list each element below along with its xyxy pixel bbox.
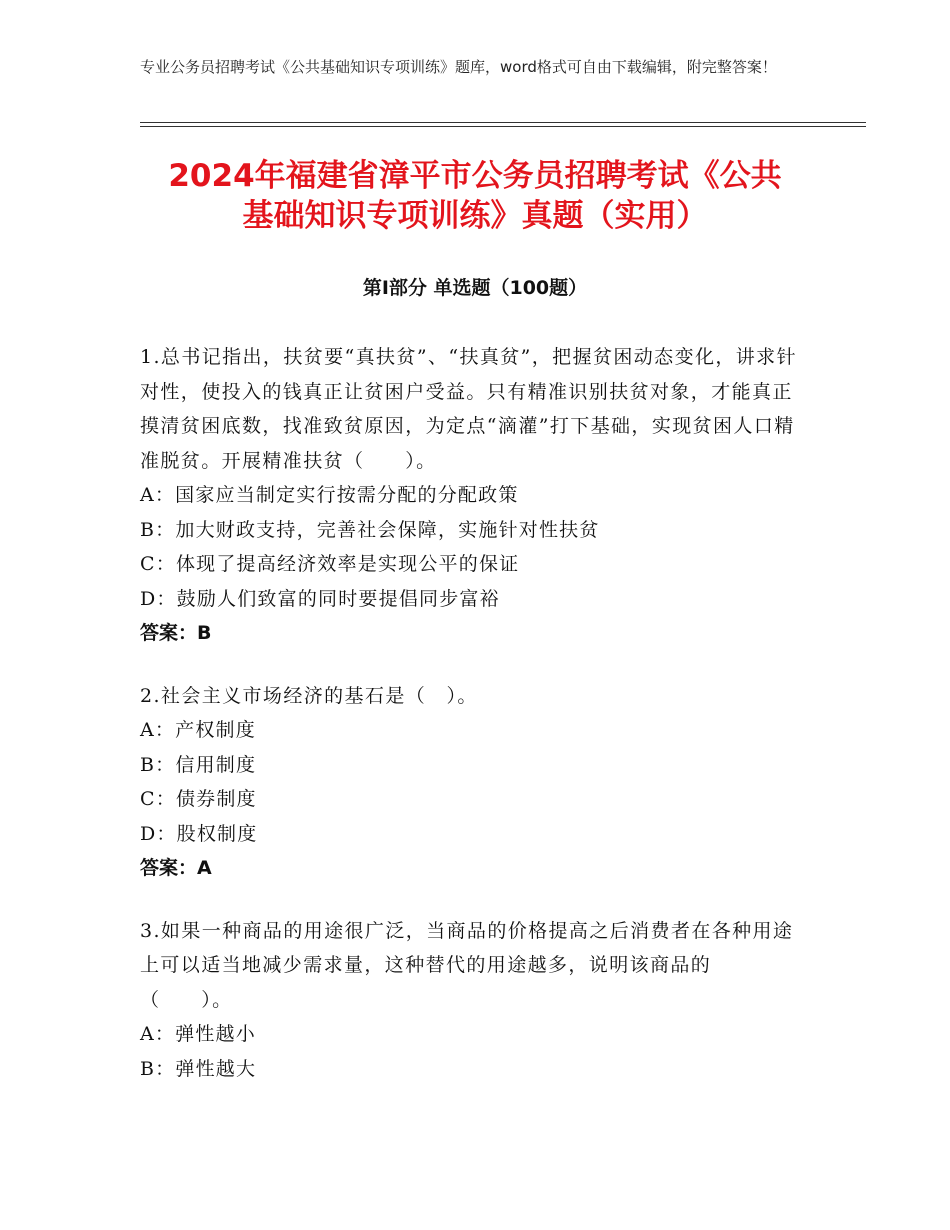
option-d: D：股权制度 [140, 822, 258, 845]
option-c: C：体现了提高经济效率是实现公平的保证 [140, 553, 520, 575]
title-line-1: 2024年福建省漳平市公务员招聘考试《公共 [168, 158, 782, 194]
document-title [140, 156, 810, 236]
question-3 [140, 914, 800, 1087]
option-c: C：债券制度 [140, 788, 257, 810]
question-list [140, 340, 800, 1114]
question-1 [140, 340, 800, 651]
header-rule-bottom [140, 126, 866, 127]
question-stem: 3.如果一种商品的用途很广泛，当商品的价格提高之后消费者在各种用途上可以适当地减少需求量，这种替代的用途越多，说明该商品的（ ）。 [140, 919, 794, 1011]
answer: 答案：A [140, 857, 212, 879]
section-title: 第Ⅰ部分 单选题（100题） [362, 277, 588, 299]
option-a: A：国家应当制定实行按需分配的分配政策 [140, 484, 519, 506]
option-a: A：弹性越小 [140, 1023, 256, 1045]
option-a: A：产权制度 [140, 719, 256, 741]
header-rule-top [140, 122, 866, 123]
option-b: B：信用制度 [140, 753, 257, 776]
title-line-2: 基础知识专项训练》真题（实用） [242, 198, 708, 234]
option-b: B：加大财政支持，完善社会保障，实施针对性扶贫 [140, 518, 600, 541]
question-stem: 1.总书记指出，扶贫要“真扶贫”、“扶真贫”，把握贫困动态变化，讲求针对性，使投入的钱真正让贫困户受益。只有精准识别扶贫对象，才能真正摸清贫困底数，找准致贫原因，为定点“滴灌”打下基础，实现贫困人口精准脱贫。开展精准扶贫（ ）。 [140, 346, 797, 472]
answer: 答案：B [140, 622, 212, 644]
question-stem: 2.社会主义市场经济的基石是（ ）。 [140, 684, 478, 707]
option-b: B：弹性越大 [140, 1057, 257, 1080]
question-2 [140, 679, 800, 886]
option-d: D：鼓励人们致富的同时要提倡同步富裕 [140, 587, 500, 610]
header-note: 专业公务员招聘考试《公共基础知识专项训练》题库，word格式可自由下载编辑，附完整答案！ [140, 58, 777, 76]
